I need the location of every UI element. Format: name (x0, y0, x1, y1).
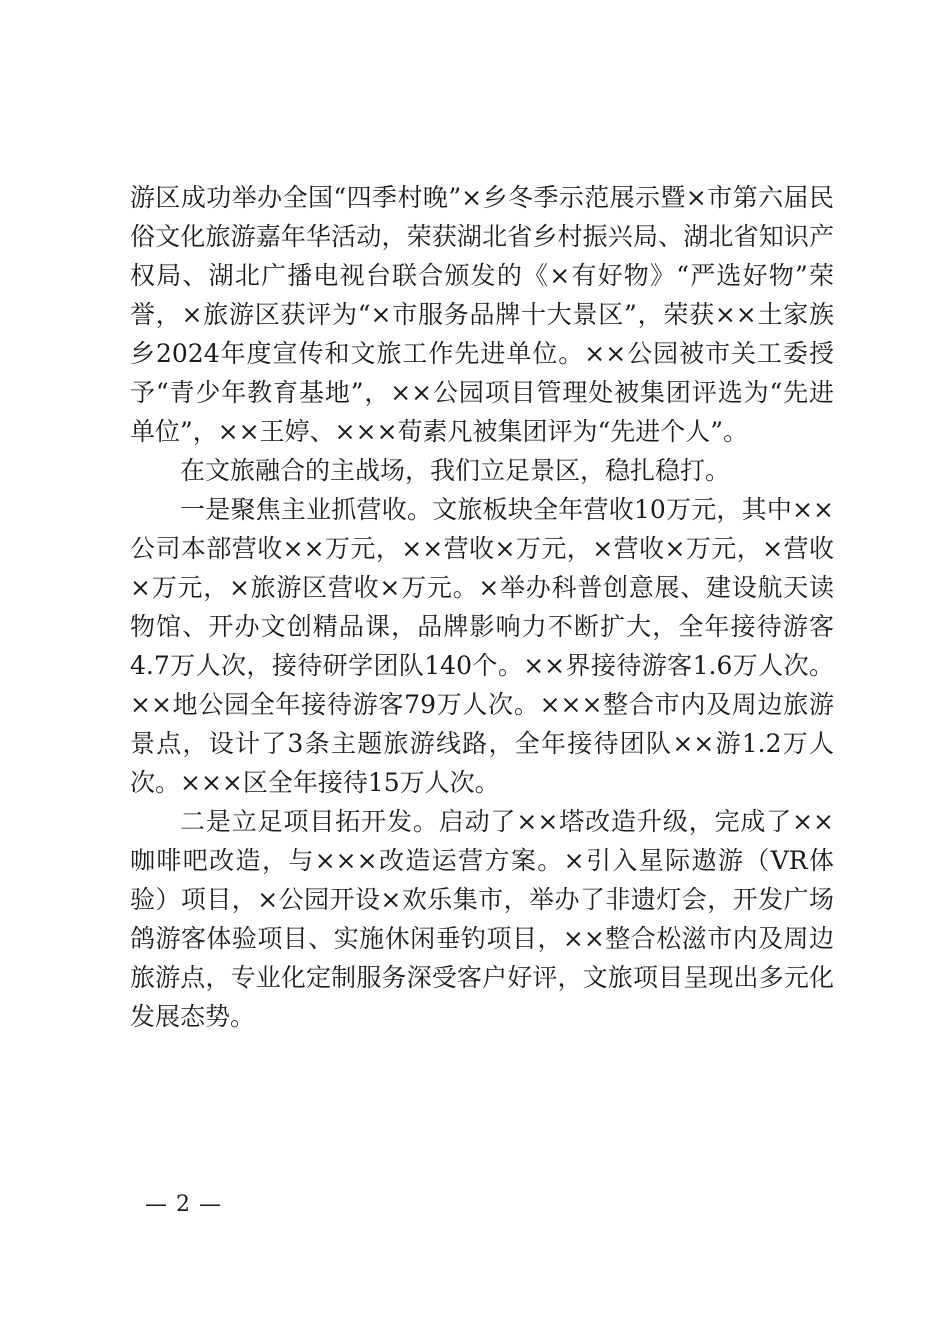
paragraph-projects: 二是立足项目拓开发。启动了××塔改造升级，完成了××咖啡吧改造，与×××改造运营方案。×引入星际遨游（VR体验）项目，×公园开设×欢乐集市，举办了非遗灯会，开发广场鸽游客体验项目、实施休闲垂钓项目，××整合松滋市内及周边旅游点，专业化定制服务深受客户好评，文旅项目呈现出多元化发展态势。 (130, 807, 834, 1031)
page-number: — 2 — (145, 1192, 222, 1217)
paragraph-revenue: 一是聚焦主业抓营收。文旅板块全年营收10万元，其中××公司本部营收××万元，××营收×万元，×营收×万元，×营收×万元，×旅游区营收×万元。×举办科普创意展、建设航天读物馆、开办文创精品课，品牌影响力不断扩大，全年接待游客4.7万人次，接待研学团队140个。××界接待游客1.6万人次。××地公园全年接待游客79万人次。×××整合市内及周边旅游景点，设计了3条主题旅游线路，全年接待团队××游1.2万人次。×××区全年接待15万人次。 (130, 495, 834, 797)
document-body (130, 178, 834, 1036)
paragraph-main-battlefield: 在文旅融合的主战场，我们立足景区，稳扎稳打。 (180, 456, 731, 485)
paragraph-continuation: 游区成功举办全国“四季村晚”×乡冬季示范展示暨×市第六届民俗文化旅游嘉年华活动，荣获湖北省乡村振兴局、湖北省知识产权局、湖北广播电视台联合颁发的《×有好物》“严选好物”荣誉，×旅游区获评为“×市服务品牌十大景区”，荣获××土家族乡2024年度宣传和文旅工作先进单位。××公园被市关工委授予“青少年教育基地”，××公园项目管理处被集团评选为“先进单位”，××王婷、×××荀素凡被集团评为“先进个人”。 (130, 183, 834, 446)
